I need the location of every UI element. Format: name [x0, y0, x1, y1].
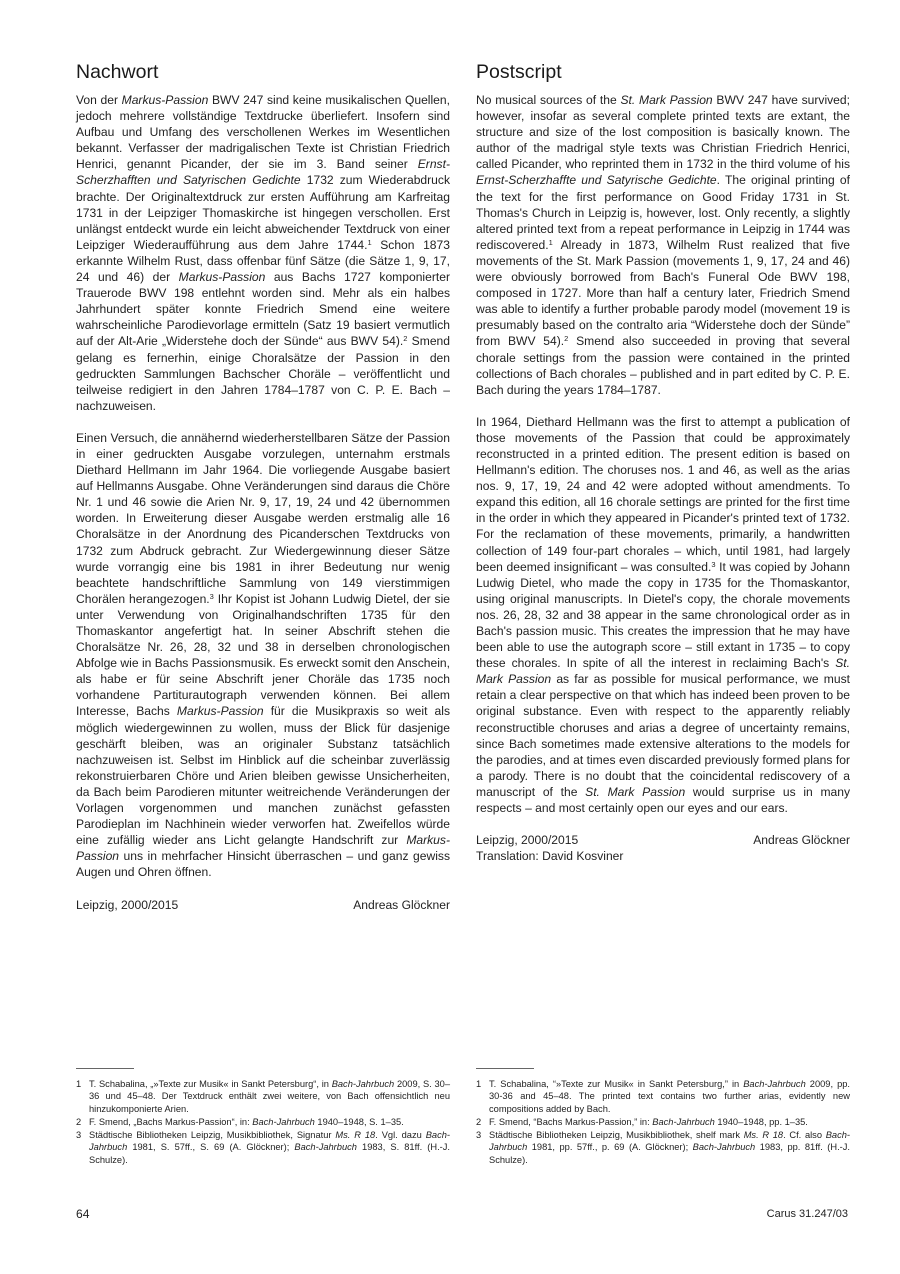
german-footnote-1 [76, 1078, 450, 1115]
german-place-date: Leipzig, 2000/2015 [76, 897, 179, 912]
english-translator: Translation: David Kosviner [476, 849, 624, 864]
footnote-text: F. Smend, “Bachs Markus-Passion,” in: Bach-Jahrbuch 1940–1948, pp. 1–35. [489, 1116, 808, 1127]
german-footnotes [76, 1078, 450, 1167]
footnote-number: 3 [476, 1130, 482, 1141]
footnote-text: Städtische Bibliotheken Leipzig, Musikbibliothek, shelf mark Ms. R 18. Cf. also Bach-Jahrbuch 1981, pp. 57ff., p. 69 (A. Glöckner); Bach-Jahrbuch 1983, pp. 81ff. (H.-J. Schulze). [489, 1130, 850, 1165]
english-column [476, 60, 850, 864]
footnote-rule-left [76, 1068, 134, 1069]
german-author: Andreas Glöckner [353, 897, 450, 912]
english-footnote-2 [476, 1116, 850, 1128]
footnote-number: 2 [76, 1116, 82, 1127]
footnote-text: F. Smend, „Bachs Markus-Passion“, in: Bach-Jahrbuch 1940–1948, S. 1–35. [89, 1116, 404, 1127]
footnote-rule-right [476, 1068, 534, 1069]
footnote-text: Städtische Bibliotheken Leipzig, Musikbibliothek, Signatur Ms. R 18. Vgl. dazu Bach-Jahrbuch 1981, S. 57ff., S. 69 (A. Glöckner); Bach-Jahrbuch 1983, S. 81ff. (H.-J. Schulze). [89, 1130, 450, 1165]
german-column [76, 60, 450, 913]
german-footnote-2 [76, 1116, 450, 1128]
german-signature [76, 897, 450, 913]
english-author: Andreas Glöckner [753, 833, 850, 848]
footnote-number: 2 [476, 1116, 482, 1127]
english-paragraph-2: In 1964, Diethard Hellmann was the first to attempt a publication of those movements of the Passion that could be approximately reconstructed in a printed edition. The present edition is based on Hellmann's edition. The choruses nos. 1 and 46, as well as the arias nos. 9, 17, 19, 24 and 42 were adopted without amendments. To expand this edition, all 16 chorale settings are printed for the first time in the order in which they appeared in Picander's printed text of 1732. For the reclamation of these movements, primarily, a handwritten collection of 149 four-part chorales – which, until 1981, had largely been deemed insignificant – was consulted.$^3$ It was copied by Johann Ludwig Dietel, who made the copy in 1735 for the Thomaskantor, using original manuscripts. In Dietel's copy, the chorale movements nos. 26, 28, 32 and 38 appear in the same chronological order as in Bach's passion music. This creates the impression that he may have been able to use the autograph score – still extant in 1735 – to copy these chorales. In spite of all the interest in reclaiming Bach's St. Mark Passion as far as possible for musical performance, we must retain a clear perspective on that which has indeed been proven to be original substance. Even with respect to the apparently reliably reconstructible choruses and arias a degree of uncertainty remains, since Bach sometimes made extensive alterations to the models for the parodies, and at times even discarded previously formed plans for a parody. There is no doubt that the coincidental rediscovery of a manuscript of the St. Mark Passion would surprise us in many respects – and most certainly open our eyes and our ears. [476, 414, 851, 816]
footnote-number: 1 [476, 1079, 482, 1089]
footnote-number: 1 [76, 1079, 82, 1089]
english-footnotes [476, 1078, 850, 1167]
english-footnote-1 [476, 1078, 850, 1115]
page-number: 64 [76, 1207, 90, 1221]
english-signature [476, 832, 850, 864]
page-title-german: Nachwort [76, 61, 159, 83]
german-footnote-3 [76, 1129, 450, 1166]
english-paragraph-1: No musical sources of the St. Mark Passion BWV 247 have survived; however, insofar as several complete printed texts are extant, the structure and size of the lost composition is basically known. The author of the madrigal style texts was Christian Friedrich Henrici, called Picander, who reprinted them in 1732 in the third volume of his Ernst-Scherzhaffte und Satyrische Gedichte. The original printing of the text for the first performance on Good Friday 1731 in St. Thomas's Church in Leipzig is, however, lost. Only recently, a slightly altered printed text from a repeat performance in Leipzig in 1744 was rediscovered.$^1$ Already in 1873, Wilhelm Rust realized that five movements of the St. Mark Passion (movements 1, 9, 17, 24 and 46) were obviously borrowed from Bach's Funeral Ode BWV 198, composed in 1727. More than half a century later, Friedrich Smend was able to identify a further probable parody model (movement 19 is presumably based on the contralto aria “Widerstehe doch der Sünde” from BWV 54).$^2$ Smend also succeeded in proving that several chorale settings from the passion were contained in the printed collections of Bach chorales – published and in part edited by C. P. E. Bach during the years 1784–1787. [476, 93, 850, 397]
german-paragraph-1: Von der Markus-Passion BWV 247 sind keine musikalischen Quellen, jedoch mehrere vollständige Textdrucke überliefert. Insofern sind Aufbau und Umfang des verschollenen Werkes im Wesentlichen bekannt. Verfasser der madrigalischen Texte ist Christian Friedrich Henrici, genannt Picander, der sie im 3. Band seiner Ernst-Scherzhafften und Satyrischen Gedichte 1732 zum Wiederabdruck brachte. Der Originaltextdruck zur ersten Aufführung am Karfreitag 1731 in der Leipziger Thomaskirche ist hingegen verschollen. Erst unlängst entdeckt wurde ein leicht abweichender Textdruck von einer Leipziger Wiederaufführung aus dem Jahre 1744.$^1$ Schon 1873 erkannte Wilhelm Rust, dass offenbar fünf Sätze (die Sätze 1, 9, 17, 24 und 46) der Markus-Passion aus Bachs 1727 komponierter Trauerode BWV 198 entlehnt worden sind. Mehr als ein halbes Jahrhundert später konnte Friedrich Smend eine weitere wahrscheinliche Parodievorlage ermitteln (Satz 19 basiert vermutlich auf der Alt-Arie „Widerstehe doch der Sünde“ aus BWV 54).$^2$ Smend gelang es fernerhin, einige Choralsätze der Passion in den gedruckten Sammlungen Bachscher Choräle – veröffentlicht und teilweise redigiert in den Jahren 1784–1787 von C. P. E. Bach – nachzuweisen. [76, 93, 451, 413]
english-place-date: Leipzig, 2000/2015 [476, 833, 579, 848]
footnote-text: T. Schabalina, “»Texte zur Musik« in Sankt Petersburg,” in Bach-Jahrbuch 2009, pp. 30-36 and 45–48. The printed text contains two further arias, evidently new compositions added by Bach. [489, 1079, 850, 1114]
german-paragraph-2: Einen Versuch, die annähernd wiederherstellbaren Sätze der Passion in einer gedruckten Ausgabe vorzulegen, unternahm erstmals Diethard Hellmann im Jahr 1964. Die vorliegende Ausgabe basiert auf Hellmanns Ausgabe. Ohne Veränderungen sind daraus die Chöre Nr. 1 und 46 sowie die Arien Nr. 9, 17, 19, 24 und 42 übernommen worden. In Erweiterung dieser Ausgabe werden erstmalig alle 16 Choralsätze in der Anordnung des Picanderschen Textdrucks von 1732 zum Abdruck gebracht. Zur Wiedergewinnung dieser Sätze wurde vorrangig eine bis 1981 in ihrer Bedeutung nur wenig beachtete handschriftliche Sammlung von 149 vierstimmigen Chorälen herangezogen.$^3$ Ihr Kopist ist Johann Ludwig Dietel, der sie unter Verwendung von Originalhandschriften 1735 für den Thomaskantor angefertigt hat. In seiner Abschrift stehen die Choralsätze Nr. 26, 28, 32 und 38 in derselben chronologischen Abfolge wie in Bachs Passionsmusik. Es erweckt somit den Anschein, als habe er für seine Abschrift jener Choräle das 1735 noch vorhandene Partiturautograph verwenden können. Bei allem Interesse, Bachs Markus-Passion für die Musikpraxis so weit als möglich wiedergewinnen zu wollen, muss der Blick für dasjenige geschärft bleiben, was an originaler Substanz tatsächlich nachzuweisen ist. Selbst im Hinblick auf die scheinbar zuverlässig rekonstruierbaren Chöre und Arien bleiben gewisse Unsicherheiten, da Bach beim Parodieren mitunter weitreichende Veränderungen der Vorlagen vorgenommen und manchen zunächst gefassten Parodieplan im Nachhinein wieder verworfen hat. Zweifellos würde eine zufällig wieder ans Licht gelangte Handschrift zur Markus-Passion uns in mehrfacher Hinsicht überraschen – und ganz gewiss Augen und Ohren öffnen. [76, 430, 450, 880]
footnote-number: 3 [76, 1130, 82, 1141]
catalog-number: Carus 31.247/03 [766, 1208, 848, 1220]
english-footnote-3 [476, 1129, 850, 1166]
page-title-english: Postscript [476, 61, 562, 83]
footnote-text: T. Schabalina, „»Texte zur Musik« in Sankt Petersburg“, in Bach-Jahrbuch 2009, S. 30–36 und 45–48. Der Textdruck enthält zwei weitere, von Bach offensichtlich neu hinzukomponierte Arien. [89, 1079, 450, 1114]
